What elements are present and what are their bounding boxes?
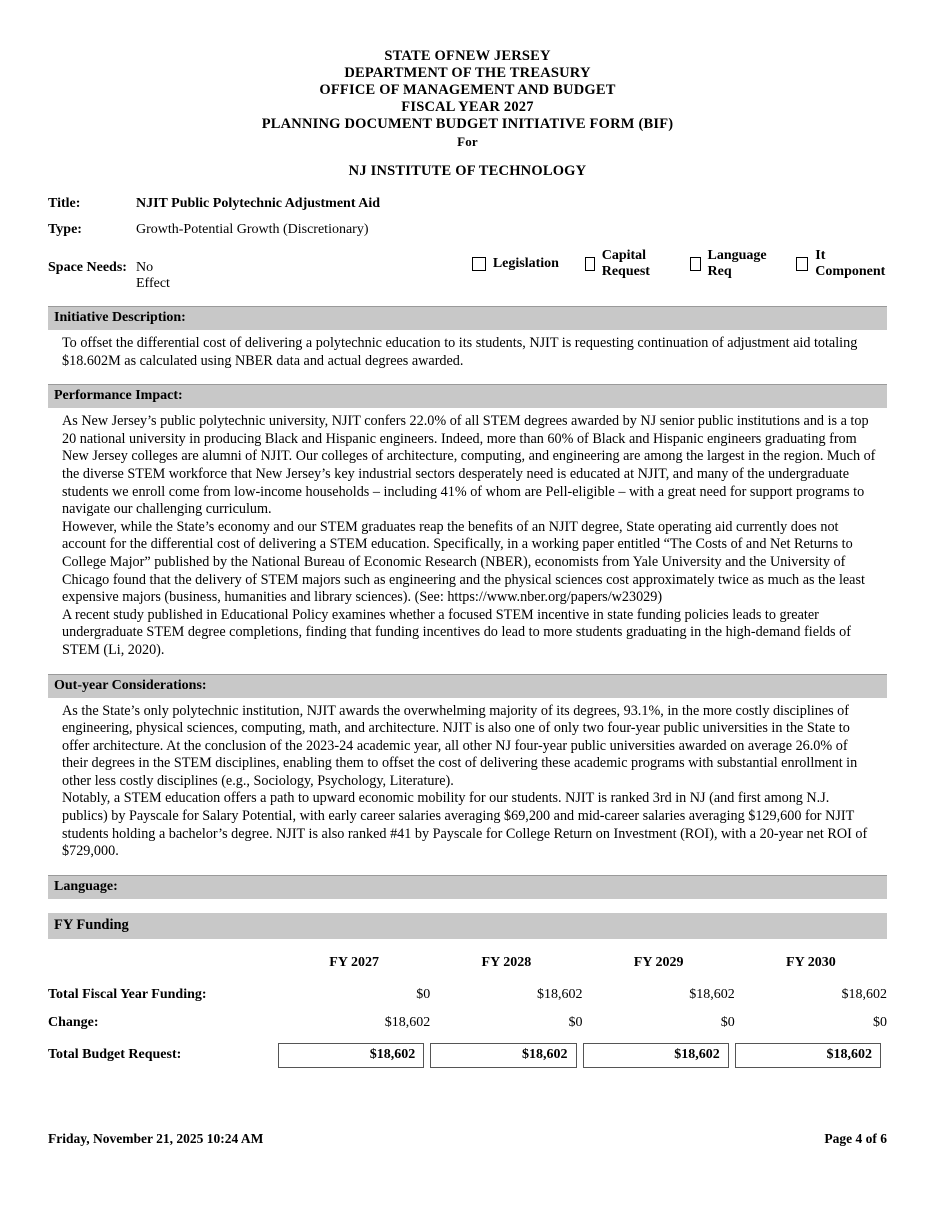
- section-heading-language: Language:: [48, 875, 887, 899]
- budget-request-value-fy2029[interactable]: $18,602: [583, 1043, 729, 1068]
- checkbox-language-req[interactable]: [690, 248, 770, 280]
- checkbox-capital-request[interactable]: [585, 248, 664, 280]
- cell-budget-request-fy2027: [278, 1037, 430, 1074]
- paragraph: As New Jersey’s public polytechnic university, NJIT confers 22.0% of all STEM degrees awarded by NJ senior public institutions and is a top 20 national university in producing Black and Hispanic engineers. Indeed, more than 60% of Black and Hispanic engineers graduating from New Jersey colleges are alumni of NJIT. Our colleges of architecture, computing, and engineering are among the largest in the region. Much of the diverse STEM workforce that New Jersey’s key industrial sectors desperately need is educated at NJIT, and many of the undergraduate students we enroll come from low-income households – including 41% of whom are Pell-eligible – with a great need for support programs to navigate our challenging curriculum.: [62, 413, 876, 518]
- checkbox-icon[interactable]: [472, 257, 486, 271]
- row-label-change: Change:: [48, 1014, 99, 1030]
- checkbox-it-component-label: It Component: [815, 248, 886, 279]
- meta-row-title: [48, 196, 887, 212]
- cell-change-fy2029: $0: [720, 1014, 735, 1030]
- header-entity: NJ INSTITUTE OF TECHNOLOGY: [348, 163, 587, 179]
- document-header: [48, 48, 887, 151]
- budget-request-value-fy2030[interactable]: $18,602: [735, 1043, 881, 1068]
- cell-change-fy2027: $18,602: [384, 1014, 431, 1030]
- space-needs-value: No Effect: [136, 260, 170, 291]
- paragraph: However, while the State’s economy and our STEM graduates reap the benefits of an NJIT degree, State operating aid currently does not account for the differential cost of delivering a STEM education. Specifically, in a working paper entitled “The Costs of and Net Returns to College Major” published by the National Bureau of Economic Research (NBER), economists from Yale University and the University of Chicago found that the delivery of STEM majors such as engineering and the physical sciences cost approximately twice as much as the least expensive majors (business, humanities and library sciences). (See: https://www.nber.org/papers/w23029): [62, 518, 865, 606]
- checkbox-it-component[interactable]: [796, 248, 887, 280]
- paragraph: Notably, a STEM education offers a path to upward economic mobility for our students. NJIT is ranked 3rd in NJ (and first among N.J. publics) by Payscale for Salary Potential, with early career salaries averaging $69,200 and mid-career salaries averaging $129,600 for NJIT students holding a bachelor’s degree. NJIT is also ranked #41 by Payscale for College Return on Investment (ROI), with a 20-year net ROI of $729,000.: [62, 790, 868, 860]
- header-line-state: STATE OFNEW JERSEY: [384, 48, 551, 64]
- section-heading-out-year-considerations: Out-year Considerations:: [48, 674, 887, 698]
- cell-total-funding-fy2029: $18,602: [689, 986, 735, 1002]
- row-label-total-fiscal-year-funding: Total Fiscal Year Funding:: [48, 986, 207, 1002]
- cell-total-funding-fy2028: $18,602: [537, 986, 583, 1002]
- section-heading-initiative-description: Initiative Description:: [48, 306, 887, 330]
- table-row: [48, 1037, 887, 1074]
- column-header-fy-2027: FY 2027: [329, 954, 379, 970]
- meta-block: [48, 196, 887, 292]
- row-label-total-budget-request: Total Budget Request:: [48, 1047, 182, 1063]
- header-line-department: DEPARTMENT OF THE TREASURY: [344, 65, 591, 81]
- space-needs-label: Space Needs:: [48, 260, 127, 275]
- column-header-fy-2028: FY 2028: [481, 954, 532, 970]
- title-label: Title:: [48, 196, 81, 211]
- checkbox-row: [472, 248, 887, 280]
- type-value: Growth-Potential Growth (Discretionary): [136, 222, 369, 237]
- header-line-office: OFFICE OF MANAGEMENT AND BUDGET: [319, 82, 616, 98]
- title-value: NJIT Public Polytechnic Adjustment Aid: [136, 196, 380, 211]
- fy-funding-table: [48, 947, 887, 1074]
- cell-change-fy2030: $0: [873, 1014, 887, 1030]
- column-header-fy-2030: FY 2030: [786, 954, 836, 970]
- type-label: Type:: [48, 222, 82, 237]
- checkbox-legislation[interactable]: [472, 256, 559, 272]
- footer-timestamp: Friday, November 21, 2025 10:24 AM: [48, 1131, 264, 1146]
- table-row: [48, 1009, 887, 1037]
- header-line-fiscal-year: FISCAL YEAR 2027: [401, 99, 534, 115]
- section-heading-performance-impact: Performance Impact:: [48, 384, 887, 408]
- header-line-for: For: [457, 134, 478, 149]
- cell-budget-request-fy2030: [735, 1037, 887, 1074]
- column-header-fy-2029: FY 2029: [633, 954, 684, 970]
- cell-budget-request-fy2028: [430, 1037, 582, 1074]
- header-line-form: PLANNING DOCUMENT BUDGET INITIATIVE FORM (BIF): [261, 116, 674, 132]
- paragraph: As the State’s only polytechnic institution, NJIT awards the overwhelming majority of its degrees, 93.1%, in the more costly disciplines of engineering, physical sciences, computing, math, and architecture. NJIT is also one of only two four-year public universities in the State to offer architecture. At the conclusion of the 2023-24 academic year, all other NJ four-year public universities awarded on average 26.0% of their degrees in the STEM disciplines, enabling them to offset the cost of delivering these academic programs with substantial enrollment in other less costly disciplines (e.g., Sociology, Psychology, Literature).: [62, 702, 858, 789]
- section-heading-fy-funding: FY Funding: [48, 913, 887, 939]
- cell-total-funding-fy2030: $18,602: [841, 986, 887, 1002]
- budget-request-value-fy2028[interactable]: $18,602: [430, 1043, 576, 1068]
- meta-row-type: [48, 222, 887, 238]
- budget-request-value-fy2027[interactable]: $18,602: [278, 1043, 424, 1068]
- checkbox-legislation-label: Legislation: [492, 256, 559, 271]
- table-header-row: [48, 947, 887, 981]
- column-header-blank: [48, 947, 278, 981]
- cell-budget-request-fy2029: [583, 1037, 735, 1074]
- paragraph: To offset the differential cost of delivering a polytechnic education to its students, NJIT is requesting continuation of adjustment aid totaling $18.602M as calculated using NBER data and actual degrees awarded.: [62, 335, 858, 369]
- checkbox-icon[interactable]: [585, 257, 595, 271]
- footer-page-number: Page 4 of 6: [824, 1131, 887, 1146]
- section-body-out-year-considerations: [48, 698, 887, 861]
- section-body-performance-impact: [48, 408, 887, 659]
- cell-total-funding-fy2027: $0: [416, 986, 431, 1002]
- checkbox-icon[interactable]: [690, 257, 701, 271]
- checkbox-language-req-label: Language Req: [707, 248, 767, 279]
- cell-change-fy2028: $0: [568, 1014, 583, 1030]
- section-body-initiative-description: [48, 330, 887, 370]
- meta-row-space-needs: [48, 248, 887, 292]
- checkbox-icon[interactable]: [796, 257, 808, 271]
- checkbox-capital-request-label: Capital Request: [601, 248, 650, 279]
- table-row: [48, 981, 887, 1009]
- document-footer: [48, 1131, 887, 1147]
- paragraph: A recent study published in Educational Policy examines whether a focused STEM incentive in state funding policies leads to greater undergraduate STEM degree completions, finding that funding incentives do lead to more students graduating in the high-demand fields of STEM (Li, 2020).: [62, 606, 851, 658]
